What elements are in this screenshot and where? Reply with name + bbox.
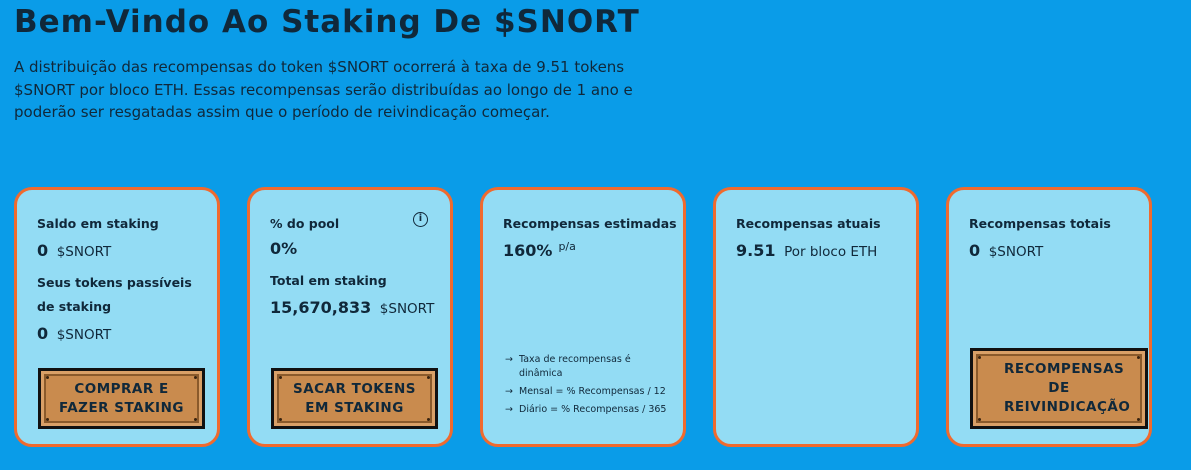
nail-decoration	[1137, 418, 1140, 421]
nail-decoration	[279, 418, 282, 421]
nail-decoration	[978, 356, 981, 359]
nail-decoration	[427, 418, 430, 421]
nail-decoration	[279, 376, 282, 379]
pool-card	[247, 187, 453, 447]
staking-balance-card	[14, 187, 220, 447]
total-rewards-amount: 0	[969, 241, 981, 260]
stakeable-tokens-value	[37, 324, 111, 343]
current-rewards-card	[713, 187, 919, 447]
estimated-rewards-value	[503, 240, 576, 260]
current-rewards-amount: 9.51	[736, 241, 776, 260]
intro-text: A distribuição das recompensas do token $SNORT ocorrerá à taxa de 9.51 tokens $SNORT por bloco ETH. Essas recompensas serão distribuídas ao longo de 1 ano e poderão ser resgatadas assim que o período de reivindicação começar.	[14, 58, 633, 121]
pool-percent-label: % do pool	[270, 216, 340, 231]
claim-rewards-button[interactable]	[970, 348, 1148, 429]
total-rewards-label: Recompensas totais	[969, 216, 1111, 231]
estimated-rewards-suffix: p/a	[558, 240, 576, 253]
withdraw-staked-label: SACAR TOKENS EM STAKING	[292, 380, 416, 416]
nail-decoration	[1137, 356, 1140, 359]
total-rewards-card	[946, 187, 1152, 447]
staked-balance-unit: $SNORT	[56, 244, 112, 260]
buy-and-stake-label: COMPRAR E FAZER STAKING	[59, 380, 184, 416]
arrow-right-icon: →	[505, 354, 513, 365]
rewards-note: → Diário = % Recompensas / 365	[505, 404, 667, 415]
staked-balance-amount: 0	[37, 241, 49, 260]
arrow-right-icon: →	[505, 386, 513, 397]
staked-balance-label: Saldo em staking	[37, 216, 159, 231]
stakeable-tokens-amount: 0	[37, 324, 49, 343]
page-title: Bem-Vindo Ao Staking De $SNORT	[14, 4, 640, 40]
rewards-note: → Taxa de recompensas é dinâmica	[505, 354, 631, 379]
current-rewards-value	[736, 241, 877, 260]
total-staked-label: Total em staking	[270, 273, 387, 288]
buy-and-stake-button[interactable]	[38, 368, 205, 429]
stakeable-tokens-label: Seus tokens passíveis de staking	[37, 275, 192, 314]
staked-balance-value	[37, 241, 111, 260]
arrow-right-icon: →	[505, 404, 513, 415]
withdraw-staked-button[interactable]	[271, 368, 438, 429]
estimated-rewards-amount: 160%	[503, 241, 553, 260]
pool-percent-value: 0%	[270, 239, 298, 258]
nail-decoration	[46, 418, 49, 421]
total-rewards-value	[969, 241, 1043, 260]
estimated-rewards-label: Recompensas estimadas	[503, 216, 677, 231]
current-rewards-label: Recompensas atuais	[736, 216, 881, 231]
nail-decoration	[978, 418, 981, 421]
claim-rewards-label: RECOMPENSAS DE REIVINDICAÇÃO	[1004, 361, 1131, 415]
nail-decoration	[46, 376, 49, 379]
nail-decoration	[194, 376, 197, 379]
total-staked-value	[270, 298, 434, 317]
rewards-notes	[505, 353, 675, 421]
estimated-rewards-card	[480, 187, 686, 447]
total-staked-amount: 15,670,833	[270, 298, 372, 317]
info-icon[interactable]: i	[413, 212, 428, 227]
nail-decoration	[427, 376, 430, 379]
nail-decoration	[194, 418, 197, 421]
total-staked-unit: $SNORT	[379, 301, 435, 317]
rewards-note: → Mensal = % Recompensas / 12	[505, 386, 666, 397]
total-rewards-unit: $SNORT	[988, 244, 1044, 260]
stakeable-tokens-unit: $SNORT	[56, 327, 112, 343]
current-rewards-unit: Por bloco ETH	[784, 244, 878, 260]
